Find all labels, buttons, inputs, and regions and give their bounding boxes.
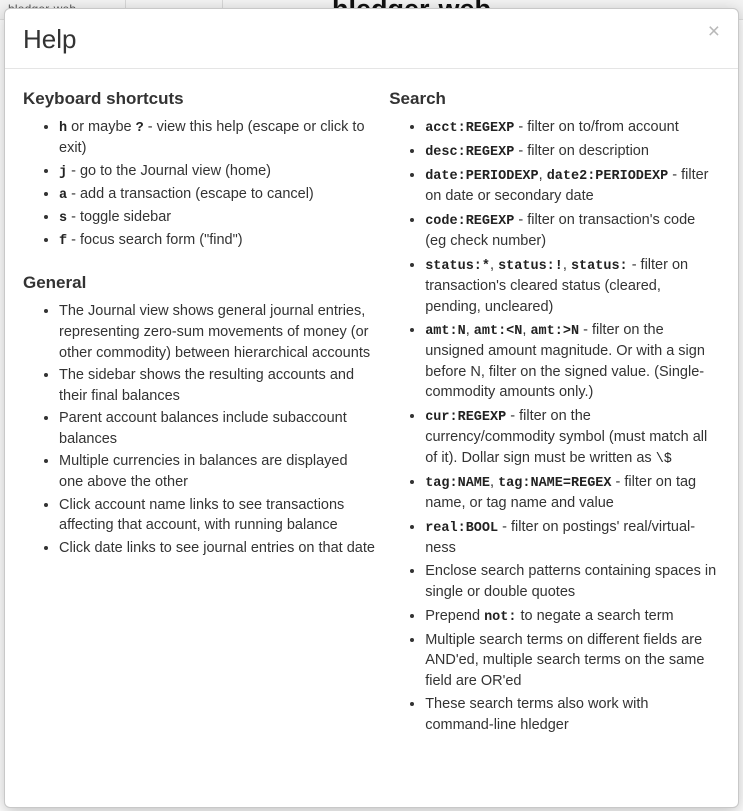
close-icon[interactable]: × [704,19,724,44]
list-item: • a - add a transaction (escape to cancel) [59,184,375,205]
help-dialog-header [5,9,738,69]
help-dialog [4,8,739,808]
list-item: • Multiple search terms on different fields are AND'ed, multiple search terms on the same field are OR'ed [425,630,720,692]
list-item: • These search terms also work with command-line hledger [425,694,720,735]
list-item: • date:PERIODEXP, date2:PERIODEXP - filter on date or secondary date [425,165,720,207]
keyboard-shortcuts-list [23,117,375,251]
list-item: • code:REGEXP - filter on transaction's code (eg check number) [425,210,720,252]
help-left-column [23,85,375,739]
list-item: • Parent account balances include subaccount balances [59,408,375,449]
help-dialog-title: Help [23,24,77,54]
list-item: • The sidebar shows the resulting accounts and their final balances [59,365,375,406]
search-list [389,117,720,736]
list-item: • s - toggle sidebar [59,207,375,228]
list-item: • status:*, status:!, status: - filter on transaction's cleared status (cleared, pending, uncleared) [425,255,720,317]
list-item: • h or maybe ? - view this help (escape or click to exit) [59,117,375,159]
list-item: • Prepend not: to negate a search term [425,606,720,627]
list-item: • cur:REGEXP - filter on the currency/commodity symbol (must match all of it). Dollar sign must be written as \$ [425,406,720,469]
search-heading: Search [389,89,446,108]
list-item: • Multiple currencies in balances are displayed one above the other [59,451,375,492]
general-list [23,301,375,558]
list-item: • desc:REGEXP - filter on description [425,141,720,162]
list-item: • tag:NAME, tag:NAME=REGEX - filter on tag name, or tag name and value [425,472,720,514]
keyboard-shortcuts-heading: Keyboard shortcuts [23,89,184,108]
list-item: • The Journal view shows general journal entries, representing zero-sum movements of money (or other commodity) between hierarchical accounts [59,301,375,363]
list-item: • amt:N, amt:<N, amt:>N - filter on the unsigned amount magnitude. Or with a sign before N, filter on the signed value. (Single-commodity amounts only.) [425,320,720,403]
list-item: • f - focus search form ("find") [59,230,375,251]
list-item: • Click account name links to see transactions affecting that account, with running balance [59,495,375,536]
help-right-column [389,85,720,739]
list-item: • j - go to the Journal view (home) [59,161,375,182]
general-heading: General [23,273,87,293]
list-item: • Click date links to see journal entries on that date [59,538,375,559]
help-dialog-body [5,69,738,749]
list-item: • Enclose search patterns containing spaces in single or double quotes [425,561,720,602]
list-item: • real:BOOL - filter on postings' real/virtual-ness [425,517,720,559]
list-item: • acct:REGEXP - filter on to/from account [425,117,720,138]
